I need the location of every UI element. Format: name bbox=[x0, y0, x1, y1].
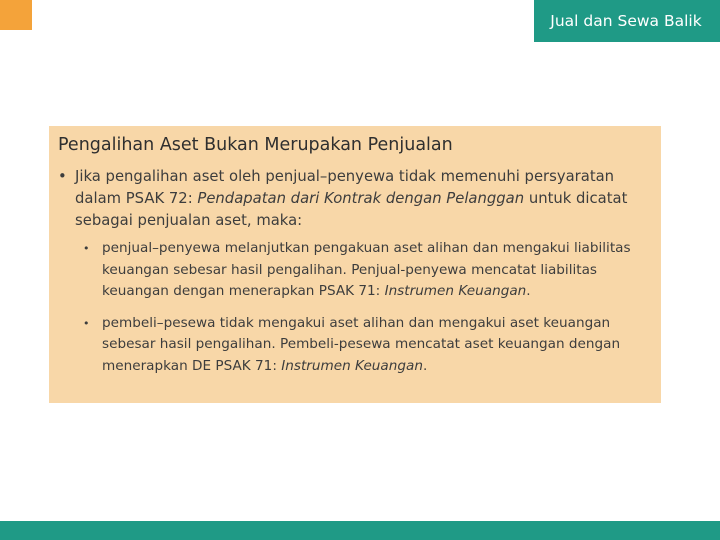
sub-bullet-italic: Instrumen Keuangan bbox=[281, 357, 423, 374]
sub-bullet-text-2: . bbox=[422, 357, 428, 374]
bullet-dot-icon: • bbox=[58, 168, 67, 185]
box-title: Pengalihan Aset Bukan Merupakan Penjualan bbox=[58, 135, 453, 155]
sub-bullet-buyer bbox=[83, 313, 651, 378]
section-title: Jual dan Sewa Balik bbox=[550, 12, 702, 30]
content-box bbox=[49, 126, 661, 403]
main-bullet-italic: Pendapatan dari Kontrak dengan Pelanggan bbox=[197, 190, 525, 207]
main-bullet-text-1: Jika pengalihan aset oleh penjual–penyewa tidak memenuhi persyaratan dalam PSAK 72: bbox=[75, 168, 615, 207]
sub-bullet-italic: Instrumen Keuangan bbox=[384, 283, 527, 299]
footer-bar bbox=[0, 521, 720, 540]
main-bullet-text-2: untuk dicatat sebagai penjualan aset, maka: bbox=[75, 190, 628, 229]
sub-bullet-text-1: penjual–penyewa melanjutkan pengakuan aset alihan dan mengakui liabilitas keuangan sebesar hasil pengalihan. Penjual-penyewa mencatat liabilitas keuangan dengan menerapkan PSAK 71: bbox=[102, 240, 631, 299]
main-bullet bbox=[58, 166, 651, 232]
corner-accent-square bbox=[0, 0, 32, 30]
bullet-dot-icon: • bbox=[83, 316, 90, 330]
section-title-tab bbox=[534, 0, 720, 42]
sub-bullet-list bbox=[83, 238, 651, 377]
sub-bullet-seller bbox=[83, 238, 651, 303]
bullet-dot-icon: • bbox=[83, 242, 90, 255]
sub-bullet-text-2: . bbox=[526, 283, 531, 299]
sub-bullet-text-1: pembeli–pesewa tidak mengakui aset alihan dan mengakui aset keuangan sebesar hasil pengalihan. Pembeli-pesewa mencatat aset keuangan dengan menerapkan DE PSAK 71: bbox=[102, 314, 621, 374]
